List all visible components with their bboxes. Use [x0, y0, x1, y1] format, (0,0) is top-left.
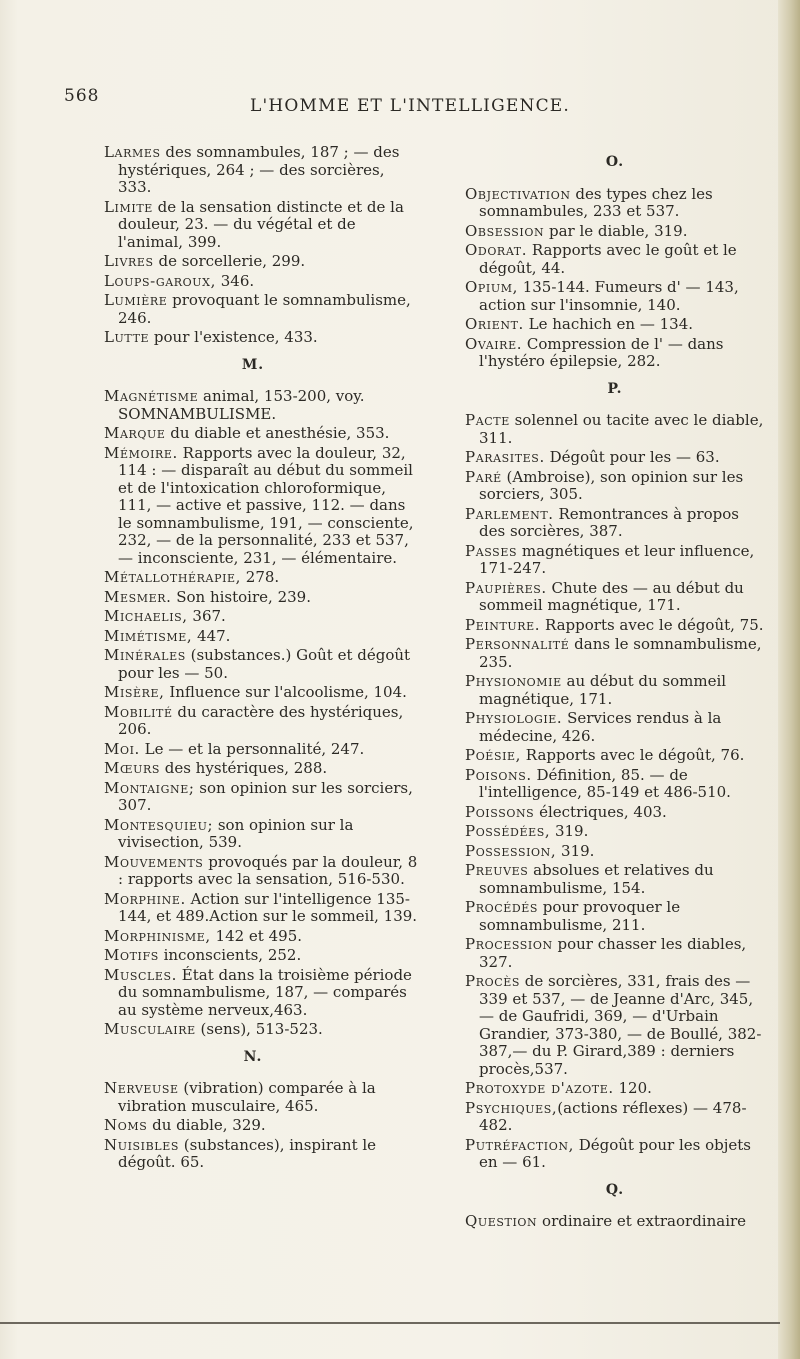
entry-headword: Pacte — [465, 411, 510, 429]
entry-text: (substances), inspirant le dégoût. 65. — [118, 1135, 377, 1171]
entry-headword: Ovaire. — [465, 334, 523, 353]
entry-headword: Parasites. — [465, 448, 545, 466]
index-entry — [465, 936, 765, 971]
entry-headword: Procès — [465, 972, 520, 990]
index-entry — [104, 1117, 422, 1135]
entry-headword: Mesmer. — [104, 587, 172, 606]
entry-text: 346. — [215, 271, 255, 290]
entry-headword: Paupières. — [465, 578, 547, 597]
entry-text: Rapports avec le goût et le dégoût, 44. — [479, 241, 737, 277]
index-entry — [104, 1080, 422, 1115]
index-entry — [465, 710, 765, 745]
entry-headword: Livres — [104, 252, 154, 270]
index-entry — [465, 469, 765, 504]
section-letter: O. — [605, 154, 625, 170]
index-entry — [104, 608, 422, 626]
index-entry — [104, 817, 422, 852]
index-entry — [104, 780, 422, 815]
entry-headword: Possession, — [465, 841, 557, 860]
entry-headword: Protoxyde d'azote. — [465, 1079, 614, 1097]
entry-headword: Minérales — [104, 646, 186, 664]
index-entry — [465, 580, 765, 615]
page-edge-shadow — [778, 0, 800, 1359]
entry-text: dans le somnambulisme, 235. — [479, 635, 762, 671]
index-entry — [465, 1080, 765, 1098]
entry-text: Influence sur l'alcoolisme, 104. — [164, 683, 407, 701]
entry-headword: Poésie, — [465, 746, 522, 764]
bottom-rule — [0, 1322, 780, 1324]
entry-headword: Mouvements — [104, 852, 204, 871]
entry-text: Services rendus à la médecine, 426. — [479, 709, 722, 745]
index-entry — [465, 336, 765, 371]
index-entry — [465, 747, 765, 765]
index-entry — [465, 242, 765, 277]
index-entry — [465, 617, 765, 635]
entry-text: Remontrances à propos des sorcières, 387. — [479, 504, 739, 540]
entry-text: du diable et anesthésie, 353. — [165, 424, 390, 442]
entry-text: par le diable, 319. — [544, 221, 688, 240]
entry-text: 319. — [556, 841, 595, 860]
index-entry — [104, 292, 422, 327]
index-entry — [104, 760, 422, 778]
index-column-left — [104, 144, 422, 1174]
entry-text: des somnambules, 187 ; — des hystériques, 264 ; — des sorcières, 333. — [118, 143, 400, 196]
index-entry — [465, 316, 765, 334]
index-entry — [465, 823, 765, 841]
entry-text: (actions réflexes) — 478-482. — [479, 1098, 747, 1134]
entry-text: électriques, 403. — [534, 802, 667, 821]
index-entry — [104, 144, 422, 197]
entry-headword: Paré — [465, 467, 502, 486]
index-entry — [465, 862, 765, 897]
index-entry — [465, 899, 765, 934]
index-entry — [465, 186, 765, 221]
entry-headword: Muscles. — [104, 965, 178, 984]
entry-text: solennel ou tacite avec le diable, 311. — [479, 411, 764, 447]
index-entry — [104, 684, 422, 702]
entry-headword: Poisons. — [465, 765, 532, 784]
entry-headword: Mobilité — [104, 702, 173, 721]
index-entry — [104, 329, 422, 347]
index-entry — [104, 1137, 422, 1172]
entry-text: 278. — [241, 568, 280, 586]
entry-headword: Misère, — [104, 683, 165, 701]
entry-headword: Limite — [104, 197, 153, 216]
index-entry — [104, 253, 422, 271]
entry-text: son opinion sur les sorciers, 307. — [118, 778, 413, 814]
entry-text: Rapports avec le dégoût, 76. — [521, 746, 745, 764]
entry-headword: Morphine. — [104, 889, 186, 908]
page-number: 568 — [64, 86, 100, 106]
index-column-right — [465, 144, 765, 1233]
entry-headword: Noms — [104, 1116, 148, 1134]
index-entry — [104, 628, 422, 646]
entry-text: Action sur l'intelligence 135-144, et 489.Action sur le sommeil, 139. — [118, 889, 418, 925]
entry-headword: Opium, — [465, 278, 518, 296]
entry-headword: Putréfaction, — [465, 1135, 574, 1154]
entry-headword: Michaelis, — [104, 607, 188, 625]
entry-headword: Orient. — [465, 315, 524, 333]
entry-text: 447. — [192, 626, 231, 645]
index-entry — [465, 804, 765, 822]
entry-headword: Mimétisme, — [104, 626, 193, 645]
index-entry — [465, 223, 765, 241]
entry-headword: Preuves — [465, 861, 529, 879]
entry-headword: Mémoire. — [104, 443, 178, 462]
entry-text: du caractère des hystériques, 206. — [118, 702, 404, 738]
entry-text: du diable, 329. — [147, 1116, 266, 1134]
entry-text: Dégoût pour les objets en — 61. — [479, 1135, 751, 1171]
entry-text: Le — et la personnalité, 247. — [139, 739, 365, 758]
index-entry — [465, 1100, 765, 1135]
entry-headword: Nuisibles — [104, 1135, 179, 1154]
entry-headword: Lutte — [104, 328, 150, 346]
entry-text: 367. — [187, 607, 226, 625]
entry-headword: Nerveuse — [104, 1079, 179, 1097]
entry-headword: Mœurs — [104, 759, 160, 777]
entry-text: 319. — [550, 822, 589, 840]
entry-text: (Ambroise), son opinion sur les sorciers, 305. — [479, 467, 744, 503]
index-entry — [104, 647, 422, 682]
entry-text: magnétiques et leur influence, 171-247. — [479, 541, 755, 577]
entry-text: pour l'existence, 433. — [149, 328, 318, 346]
entry-text: inconscients, 252. — [158, 946, 302, 964]
entry-headword: Poissons — [465, 802, 535, 821]
entry-headword: Magnétisme — [104, 387, 199, 405]
entry-headword: Question — [465, 1212, 538, 1230]
index-entry — [465, 1213, 765, 1231]
index-entry — [104, 891, 422, 926]
index-entry — [465, 636, 765, 671]
entry-text: des types chez les somnambules, 233 et 537. — [479, 184, 713, 220]
entry-text: son opinion sur la vivisection, 539. — [118, 815, 354, 851]
entry-text: ordinaire et extraordinaire — [537, 1212, 747, 1230]
index-entry — [465, 673, 765, 708]
entry-text: 135-144. Fumeurs d' — 143, action sur l'insomnie, 140. — [479, 278, 739, 314]
entry-text: au début du sommeil magnétique, 171. — [479, 672, 727, 708]
index-entry — [104, 425, 422, 443]
entry-text: de la sensation distincte et de la douleur, 23. — du végétal et de l'animal, 399. — [118, 197, 404, 251]
index-entry — [104, 704, 422, 739]
entry-headword: Moi. — [104, 739, 140, 758]
entry-headword: Larmes — [104, 143, 161, 161]
entry-headword: Métallothérapie, — [104, 568, 242, 586]
entry-headword: Passes — [465, 541, 518, 560]
entry-headword: Musculaire — [104, 1020, 196, 1038]
index-entry — [104, 928, 422, 946]
entry-text: des hystériques, 288. — [159, 759, 328, 777]
entry-headword: Lumière — [104, 291, 168, 309]
entry-text: provoquant le somnambulisme, 246. — [118, 291, 411, 327]
index-entry — [104, 967, 422, 1020]
entry-text: absolues et relatives du somnambulisme, 154. — [479, 861, 714, 897]
entry-headword: Psychiques, — [465, 1098, 558, 1117]
section-letter: M. — [241, 356, 265, 373]
entry-text: pour provoquer le somnambulisme, 211. — [479, 898, 681, 934]
entry-text: provoqués par la douleur, 8 : rapports avec la sensation, 516-530. — [118, 852, 418, 888]
entry-headword: Montaigne; — [104, 778, 195, 797]
section-letter: P. — [607, 380, 623, 397]
index-entry — [104, 273, 422, 291]
entry-headword: Peinture. — [465, 615, 541, 634]
index-entry — [104, 199, 422, 252]
entry-text: (sens), 513-523. — [195, 1020, 323, 1038]
index-entry — [104, 741, 422, 759]
index-entry — [465, 449, 765, 467]
index-entry — [104, 589, 422, 607]
index-entry — [104, 388, 422, 423]
entry-headword: Procession — [465, 935, 553, 953]
entry-headword: Morphinisme, — [104, 926, 211, 945]
index-entry — [465, 843, 765, 861]
entry-headword: Obsession — [465, 221, 545, 240]
index-entry — [465, 1137, 765, 1172]
entry-text: de sorcières, 331, frais des — 339 et 537, — de Jeanne d'Arc, 345, — de Gaufridi, 369, — d'Urbain Grandier, 373-380, — de Boullé, 382-387,— du P. Girard,389 : derniers procès,537. — [479, 972, 762, 1078]
entry-text: État dans la troisième période du somnambulisme, 187, — comparés au système nerveux,463. — [118, 965, 412, 1019]
entry-headword: Objectivation — [465, 184, 571, 203]
entry-headword: Physiologie. — [465, 709, 563, 727]
entry-text: (substances.) Goût et dégoût pour les — 50. — [118, 646, 411, 682]
entry-text: 142 et 495. — [210, 926, 303, 945]
entry-text: Chute des — au début du sommeil magnétique, 171. — [479, 578, 744, 614]
index-entry — [465, 543, 765, 578]
section-letter: Q. — [605, 1181, 625, 1198]
entry-text: Compression de l' — dans l'hystéro épilepsie, 282. — [479, 334, 724, 370]
entry-text: Son histoire, 239. — [171, 587, 311, 606]
index-entry — [104, 1021, 422, 1039]
entry-headword: Parlement. — [465, 504, 554, 523]
entry-headword: Personnalité — [465, 635, 570, 653]
entry-text: Rapports avec la douleur, 32, 114 : — disparaît au début du sommeil et de l'intoxication chloroformique, 111, — active et passive, 112. — dans le somnambulisme, 191, — consciente, 232, — de la personnalité, 233 et 537, — inconsciente, 231, — élémentaire. — [118, 443, 414, 567]
entry-text: (vibration) comparée à la vibration musculaire, 465. — [118, 1079, 376, 1115]
entry-text: pour chasser les diables, 327. — [479, 935, 747, 971]
index-entry — [465, 506, 765, 541]
entry-text: animal, 153-200, voy. SOMNAMBULISME. — [118, 387, 365, 423]
entry-headword: Odorat. — [465, 241, 528, 259]
index-entry — [104, 445, 422, 568]
entry-headword: Motifs — [104, 946, 159, 964]
entry-text: Dégoût pour les — 63. — [544, 448, 720, 466]
index-entry — [104, 947, 422, 965]
entry-headword: Loups-garoux, — [104, 271, 216, 290]
entry-text: 120. — [613, 1079, 652, 1097]
running-head: L'HOMME ET L'INTELLIGENCE. — [250, 96, 570, 116]
index-entry — [465, 412, 765, 447]
index-entry — [465, 279, 765, 314]
entry-text: Définition, 85. — de l'intelligence, 85-149 et 486-510. — [479, 765, 731, 801]
entry-headword: Montesquieu; — [104, 815, 214, 834]
section-letter: N. — [243, 1048, 263, 1065]
entry-headword: Physionomie — [465, 672, 562, 690]
entry-headword: Procédés — [465, 898, 539, 916]
index-entry — [104, 569, 422, 587]
entry-headword: Possédées, — [465, 822, 551, 840]
index-entry — [465, 767, 765, 802]
index-entry — [465, 973, 765, 1078]
entry-text: Rapports avec le dégoût, 75. — [540, 615, 764, 634]
index-entry — [104, 854, 422, 889]
entry-text: Le hachich en — 134. — [523, 315, 694, 333]
entry-text: de sorcellerie, 299. — [153, 252, 306, 270]
entry-headword: Marque — [104, 424, 166, 442]
